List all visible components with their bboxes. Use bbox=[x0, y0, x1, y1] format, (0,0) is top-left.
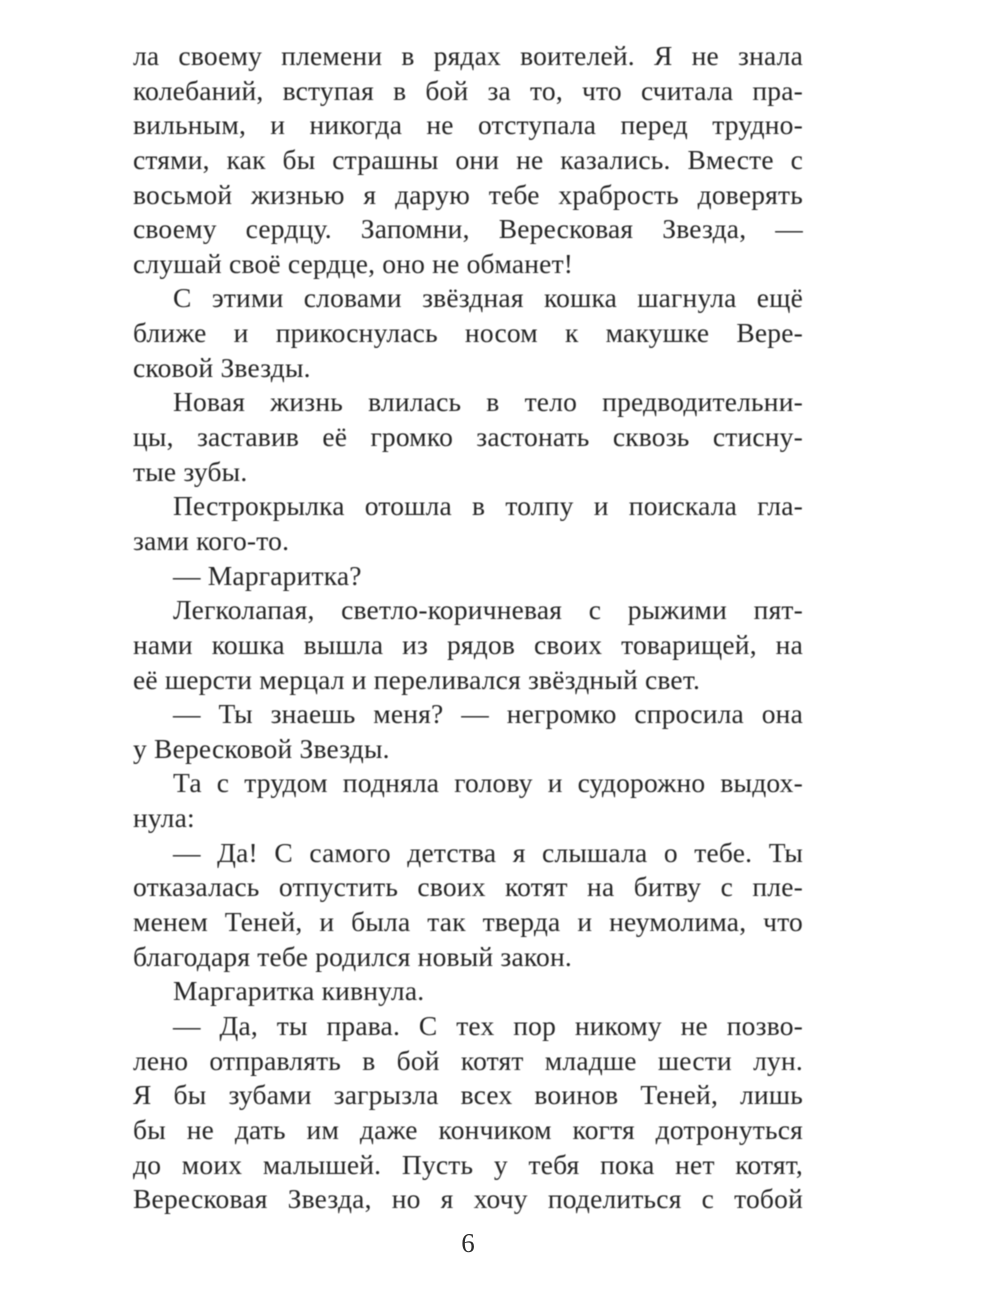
text-line: Маргаритка кивнула. bbox=[173, 975, 425, 1007]
text-line: благодаря тебе родился новый закон. bbox=[133, 940, 572, 972]
text-line: Вересковая Звезда, но я хочу поделиться с тобой bbox=[133, 1183, 803, 1215]
text-line: ближе и прикоснулась носом к макушке Вере- bbox=[133, 317, 803, 349]
text-line: Пестрокрылка отошла в толпу и поискала гла- bbox=[173, 490, 803, 522]
text-line: вильным, и никогда не отступала перед трудно- bbox=[133, 109, 803, 141]
text-line: её шерсти мерцал и переливался звёздный свет. bbox=[133, 663, 701, 695]
text-line: — Маргаритка? bbox=[173, 559, 362, 591]
text-line: Новая жизнь влилась в тело предводительни- bbox=[173, 386, 803, 418]
text-line: — Ты знаешь меня? — негромко спросила она bbox=[173, 698, 803, 730]
text-line: — Да, ты права. С тех пор никому не позво- bbox=[173, 1009, 803, 1041]
text-line: до моих малышей. Пусть у тебя пока нет котят, bbox=[133, 1148, 803, 1180]
text-line: нами кошка вышла из рядов своих товарищей, на bbox=[133, 628, 803, 660]
text-line: ла своему племени в рядах воителей. Я не знала bbox=[133, 40, 803, 71]
text-line: отказалась отпустить своих котят на битву с пле- bbox=[133, 871, 803, 903]
text-line: восьмой жизнью я дарую тебе храбрость доверять bbox=[133, 178, 803, 210]
text-line: стями, как бы страшны они не казались. Вместе с bbox=[133, 143, 803, 175]
text-line: Та с трудом подняла голову и судорожно выдох- bbox=[173, 767, 803, 799]
text-line: тые зубы. bbox=[133, 455, 248, 487]
text-line: зами кого-то. bbox=[133, 524, 290, 556]
page-number: 6 bbox=[461, 1228, 475, 1258]
text-line: сковой Звезды. bbox=[133, 351, 311, 383]
text-line: менем Теней, и была так тверда и неумолима, что bbox=[133, 906, 803, 938]
text-line: бы не дать им даже кончиком когтя дотронуться bbox=[133, 1113, 803, 1145]
text-line: цы, заставив её громко застонать сквозь стисну- bbox=[133, 421, 803, 453]
text-line: колебаний, вступая в бой за то, что считала пра- bbox=[133, 74, 803, 106]
text-line: Легколапая, светло-коричневая с рыжими пят- bbox=[173, 594, 803, 626]
text-line: у Вересковой Звезды. bbox=[133, 732, 390, 764]
page-text bbox=[133, 39, 803, 1217]
text-line: слушай своё сердце, оно не обманет! bbox=[133, 247, 574, 279]
text-line: С этими словами звёздная кошка шагнула ещё bbox=[173, 282, 803, 314]
text-line: — Да! С самого детства я слышала о тебе. Ты bbox=[173, 836, 803, 868]
text-line: нула: bbox=[133, 802, 195, 834]
text-line: своему сердцу. Запомни, Вересковая Звезда, — bbox=[133, 213, 803, 245]
text-line: Я бы зубами загрызла всех воинов Теней, лишь bbox=[133, 1079, 803, 1111]
text-line: лено отправлять в бой котят младше шести лун. bbox=[133, 1044, 803, 1076]
